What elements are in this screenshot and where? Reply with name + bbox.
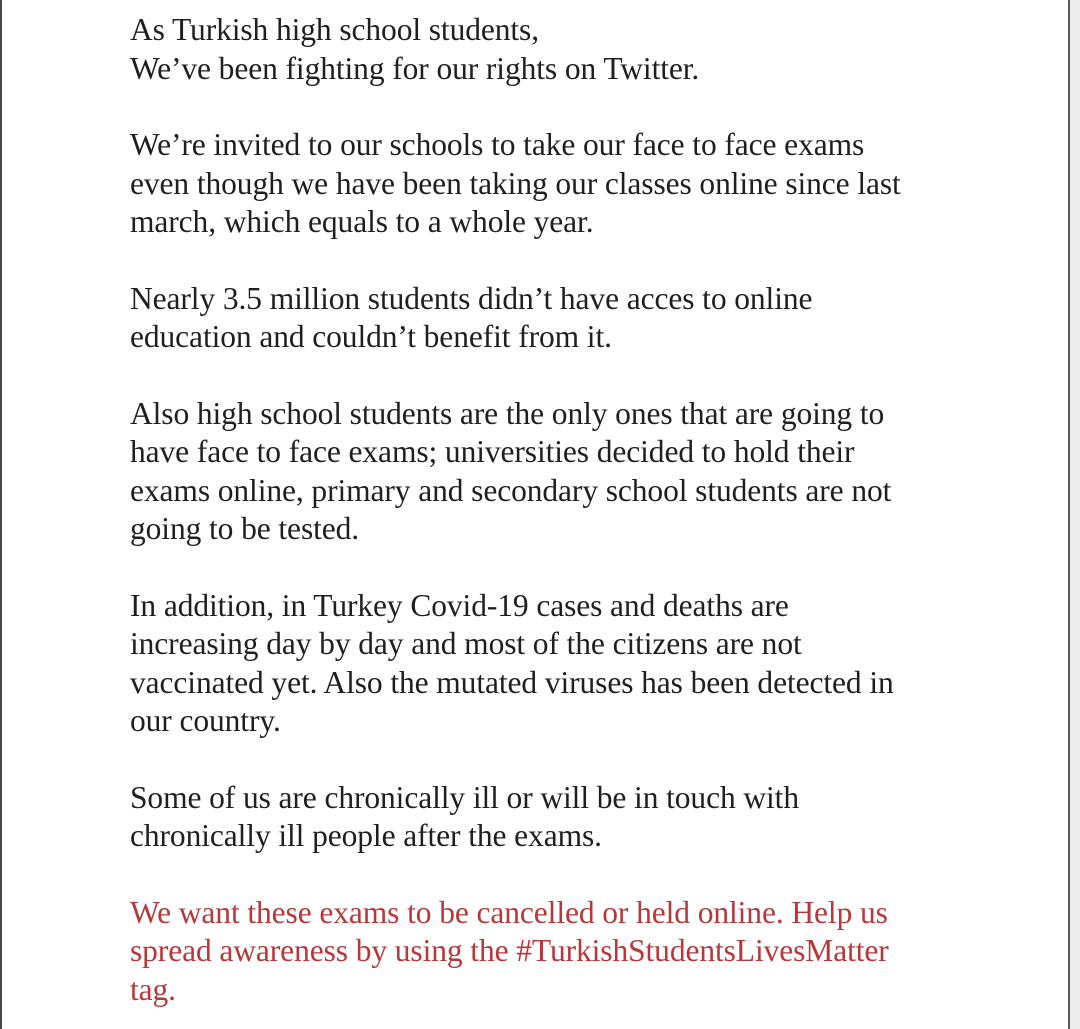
paragraph-line: education and couldn’t benefit from it. <box>130 319 612 354</box>
paragraph-line: exams online, primary and secondary school students are not <box>130 472 892 508</box>
paragraph-line: We want these exams to be cancelled or held online. Help us <box>130 894 888 930</box>
paragraph-line: We’ve been fighting for our rights on Twitter. <box>130 50 700 86</box>
right-border <box>1068 0 1070 1029</box>
paragraph-line: In addition, in Turkey Covid-19 cases and deaths are <box>130 587 789 623</box>
paragraph-exams-invitation <box>130 126 960 242</box>
paragraph-line: spread awareness by using the #TurkishStudentsLivesMatter <box>130 933 889 968</box>
paragraph-line: our country. <box>130 703 281 738</box>
paragraph-online-access <box>130 280 960 357</box>
paragraph-line: Also high school students are the only ones that are going to <box>130 395 885 431</box>
paragraph-line: As Turkish high school students, <box>130 12 539 47</box>
paragraph-line: We’re invited to our schools to take our face to face exams <box>130 127 865 162</box>
paragraph-intro <box>130 11 960 88</box>
statement-text <box>130 11 960 1029</box>
paragraph-line: vaccinated yet. Also the mutated viruses has been detected in <box>130 664 894 700</box>
paragraph-line: tag. <box>130 971 176 1007</box>
paragraph-covid-situation <box>130 587 960 741</box>
right-margin <box>1070 0 1080 1029</box>
paragraph-chronically-ill <box>130 779 960 856</box>
paragraph-line: Some of us are chronically ill or will be in touch with <box>130 779 799 815</box>
paragraph-line: increasing day by day and most of the citizens are not <box>130 626 802 661</box>
paragraph-call-to-action <box>130 894 960 1010</box>
paragraph-line: march, which equals to a whole year. <box>130 204 594 239</box>
paragraph-line: even though we have been taking our classes online since last <box>130 165 901 201</box>
paragraph-line: have face to face exams; universities decided to hold their <box>130 434 855 469</box>
paragraph-line: chronically ill people after the exams. <box>130 818 602 853</box>
paragraph-line: Nearly 3.5 million students didn’t have acces to online <box>130 280 813 316</box>
paragraph-line: going to be tested. <box>130 511 360 546</box>
left-border <box>0 0 2 1029</box>
paragraph-high-school-only <box>130 395 960 549</box>
